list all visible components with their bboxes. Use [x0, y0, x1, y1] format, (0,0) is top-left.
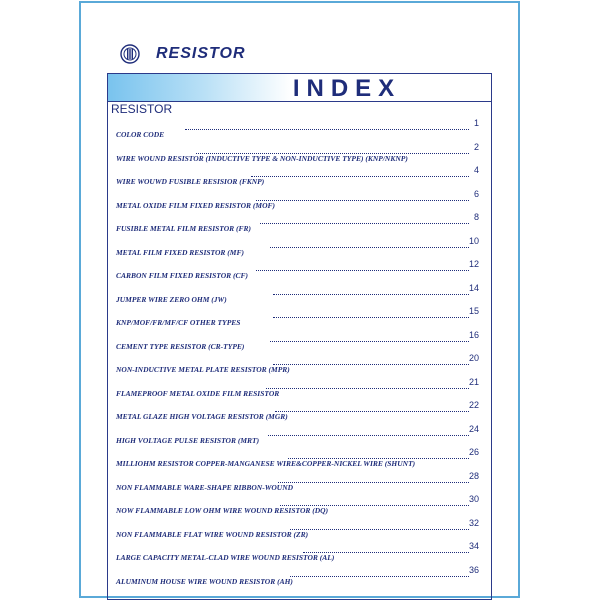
leader-dots — [273, 286, 469, 295]
entry-title: NON FLAMMABLE FLAT WIRE WOUND RESISTOR (ZR) — [116, 529, 309, 539]
index-entry[interactable] — [108, 400, 491, 426]
index-entry[interactable] — [108, 165, 491, 191]
section-label: RESISTOR — [111, 102, 173, 116]
entry-page-number: 28 — [468, 470, 479, 481]
leader-dots — [251, 168, 469, 177]
entry-title: ALUMINUM HOUSE WIRE WOUND RESISTOR (AH) — [116, 576, 293, 586]
entry-page-number: 12 — [468, 259, 479, 269]
brand-header — [120, 44, 246, 64]
entry-page-number: 24 — [468, 423, 479, 434]
entry-page-number: 26 — [468, 447, 479, 457]
index-entry[interactable] — [108, 329, 491, 356]
entry-title: KNP/MOF/FR/MF/CF OTHER TYPES — [116, 318, 241, 327]
index-entry[interactable] — [108, 423, 491, 450]
leader-dots — [256, 192, 469, 201]
entry-page-number: 32 — [468, 517, 479, 528]
index-entry[interactable] — [108, 141, 491, 168]
index-entry[interactable] — [108, 235, 491, 262]
entry-page-number: 22 — [468, 400, 479, 410]
leader-dots — [270, 239, 469, 248]
entry-page-number: 20 — [468, 353, 479, 363]
entry-page-number: 10 — [468, 235, 479, 246]
entry-title: METAL FILM FIXED RESISTOR (MF) — [116, 247, 244, 257]
entry-title: WIRE WOUWD FUSIBLE RESISIOR (FKNP) — [116, 177, 265, 186]
entry-page-number: 16 — [468, 329, 479, 340]
leader-dots — [290, 521, 469, 530]
entry-title: MILLIOHM RESISTOR COPPER-MANGANESE WIRE&COPPER-NICKEL WIRE (SHUNT) — [116, 459, 416, 468]
resistor-logo-icon — [120, 44, 140, 64]
entry-page-number: 6 — [473, 188, 479, 199]
index-entry[interactable] — [108, 541, 491, 567]
entry-title: WIRE WOUND RESISTOR (INDUCTIVE TYPE & NON-INDUCTIVE TYPE) (KNP/NKNP) — [116, 153, 408, 163]
entry-title: JUMPER WIRE ZERO OHM (JW) — [116, 294, 227, 304]
leader-dots — [266, 380, 469, 389]
entry-title: FLAMEPROOF METAL OXIDE FILM RESISTOR — [116, 388, 280, 398]
entry-title: METAL GLAZE HIGH VOLTAGE RESISTOR (MGR) — [116, 412, 288, 421]
entry-title: FUSIBLE METAL FILM RESISTOR (FR) — [116, 224, 252, 233]
leader-dots — [290, 568, 469, 577]
entry-page-number: 15 — [468, 306, 479, 316]
index-entry[interactable] — [108, 282, 491, 309]
entry-page-number: 30 — [468, 494, 479, 504]
leader-dots — [288, 450, 469, 459]
index-entry[interactable] — [108, 118, 491, 144]
index-title: INDEX — [292, 75, 402, 102]
leader-dots — [275, 403, 469, 412]
entry-page-number: 8 — [473, 212, 479, 222]
index-entry[interactable] — [108, 259, 491, 285]
brand-title: RESISTOR — [156, 45, 246, 62]
entry-title: CARBON FILM FIXED RESISTOR (CF) — [116, 271, 248, 280]
leader-dots — [270, 333, 469, 342]
index-header — [108, 74, 491, 102]
entry-page-number: 14 — [468, 282, 479, 293]
index-entry[interactable] — [108, 447, 491, 473]
leader-dots — [256, 262, 469, 271]
entry-title: NOW FLAMMABLE LOW OHM WIRE WOUND RESISTOR (DQ) — [116, 506, 329, 515]
leader-dots — [260, 215, 469, 224]
entry-page-number: 34 — [468, 541, 479, 551]
entry-title: CEMENT TYPE RESISTOR (CR-TYPE) — [116, 341, 245, 351]
leader-dots — [280, 497, 469, 506]
leader-dots — [273, 356, 469, 365]
entry-title: COLOR CODE — [116, 130, 165, 139]
leader-dots — [185, 121, 469, 130]
entry-title: NON-INDUCTIVE METAL PLATE RESISTOR (MPR) — [116, 365, 290, 374]
index-entry[interactable] — [108, 494, 491, 520]
leader-dots — [273, 309, 469, 318]
index-entry[interactable] — [108, 188, 491, 215]
index-entry[interactable] — [108, 564, 491, 591]
index-entry[interactable] — [108, 470, 491, 497]
leader-dots — [268, 427, 469, 436]
entry-title: LARGE CAPACITY METAL-CLAD WIRE WOUND RESISTOR (AL) — [116, 553, 335, 562]
entry-page-number: 36 — [468, 564, 479, 575]
entry-title: METAL OXIDE FILM FIXED RESISTOR (MOF) — [116, 200, 276, 210]
entry-page-number: 4 — [473, 165, 479, 175]
entry-title: HIGH VOLTAGE PULSE RESISTOR (MRT) — [116, 435, 260, 445]
leader-dots — [196, 145, 469, 154]
entry-page-number: 1 — [473, 118, 479, 128]
entry-page-number: 21 — [468, 376, 479, 387]
entry-title: NON FLAMMABLE WARE-SHAPE RIBBON-WOUND — [116, 482, 294, 492]
index-entry[interactable] — [108, 353, 491, 379]
leader-dots — [278, 474, 469, 483]
leader-dots — [303, 544, 469, 553]
index-box — [107, 73, 492, 600]
index-entry[interactable] — [108, 212, 491, 238]
index-entry[interactable] — [108, 376, 491, 403]
entry-page-number: 2 — [473, 141, 479, 152]
index-entry[interactable] — [108, 517, 491, 544]
index-entry[interactable] — [108, 306, 491, 332]
